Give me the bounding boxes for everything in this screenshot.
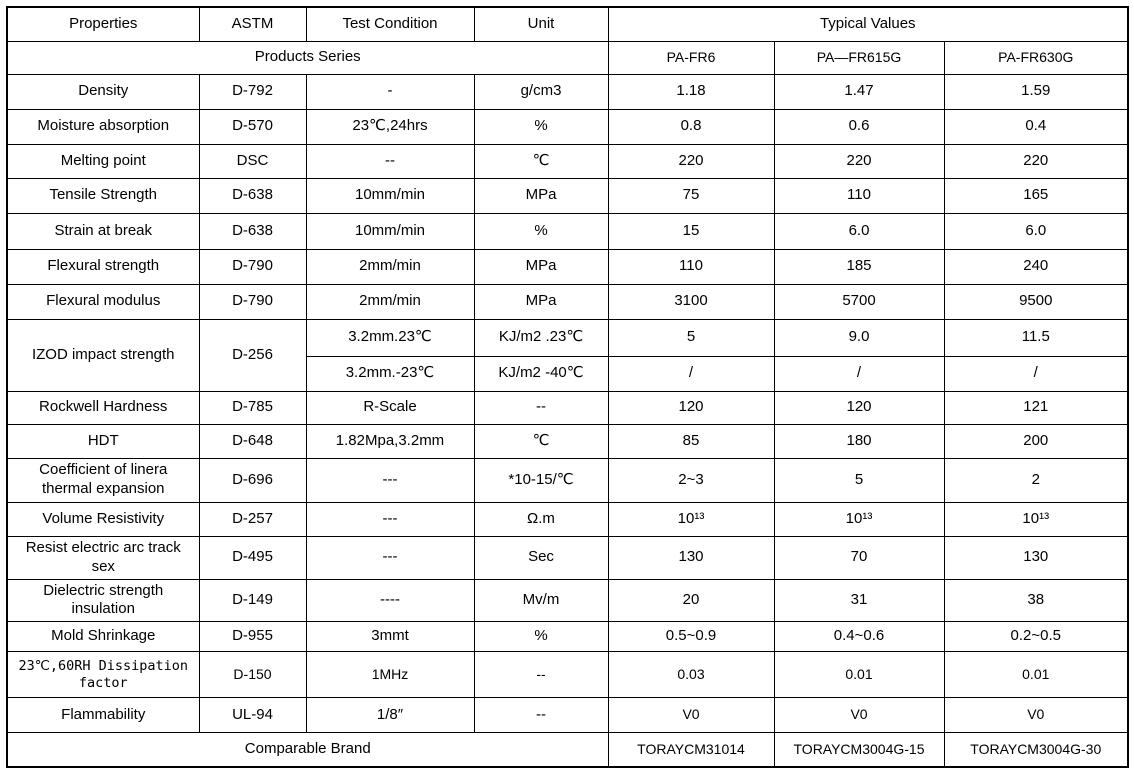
value-cell: 0.6 <box>774 109 944 144</box>
table-row-dissipation-factor <box>7 652 1128 698</box>
condition-cell: 2mm/min <box>306 249 474 284</box>
table-row-strain-at-break <box>7 213 1128 249</box>
value-cell: 0.4 <box>944 109 1128 144</box>
astm-cell: D-648 <box>199 424 306 458</box>
value-cell: 0.4~0.6 <box>774 622 944 652</box>
property-cell: HDT <box>7 424 199 458</box>
value-cell: 120 <box>774 391 944 424</box>
property-cell: Flammability <box>7 698 199 733</box>
value-cell: 1.47 <box>774 74 944 109</box>
value-cell: 120 <box>608 391 774 424</box>
property-cell: Resist electric arc track sex <box>7 536 199 579</box>
comparable-brand-label: Comparable Brand <box>7 733 608 767</box>
table-row-volume-resistivity <box>7 502 1128 536</box>
property-cell: Dielectric strength insulation <box>7 579 199 622</box>
value-cell: 220 <box>774 144 944 178</box>
astm-cell: D-495 <box>199 536 306 579</box>
property-cell: Tensile Strength <box>7 178 199 213</box>
comparable-brand-row <box>7 733 1128 767</box>
table-row-dielectric-strength <box>7 579 1128 622</box>
product-column-pa-fr615g: PA—FR615G <box>774 41 944 74</box>
property-cell: Moisture absorption <box>7 109 199 144</box>
property-cell: Melting point <box>7 144 199 178</box>
value-cell: 185 <box>774 249 944 284</box>
value-cell: 10¹³ <box>774 502 944 536</box>
table-row-thermal-expansion <box>7 458 1128 502</box>
unit-cell: Mv/m <box>474 579 608 622</box>
value-cell: 220 <box>608 144 774 178</box>
astm-cell: D-149 <box>199 579 306 622</box>
unit-cell: % <box>474 109 608 144</box>
table-row-flexural-modulus <box>7 284 1128 319</box>
value-cell: 20 <box>608 579 774 622</box>
unit-cell: -- <box>474 698 608 733</box>
value-cell: / <box>774 356 944 391</box>
astm-cell: D-638 <box>199 178 306 213</box>
astm-cell: D-638 <box>199 213 306 249</box>
value-cell: 15 <box>608 213 774 249</box>
value-cell: 9500 <box>944 284 1128 319</box>
condition-cell: R-Scale <box>306 391 474 424</box>
value-cell: 130 <box>608 536 774 579</box>
table-row-melting-point <box>7 144 1128 178</box>
property-cell: Flexural strength <box>7 249 199 284</box>
astm-cell: D-696 <box>199 458 306 502</box>
astm-cell: D-790 <box>199 284 306 319</box>
condition-cell: 3.2mm.-23℃ <box>306 356 474 391</box>
property-cell: Mold Shrinkage <box>7 622 199 652</box>
condition-cell: 23℃,24hrs <box>306 109 474 144</box>
table-row-density <box>7 74 1128 109</box>
table-row-flexural-strength <box>7 249 1128 284</box>
value-cell: 3100 <box>608 284 774 319</box>
value-cell: / <box>608 356 774 391</box>
unit-cell: KJ/m2 -40℃ <box>474 356 608 391</box>
header-properties: Properties <box>7 7 199 41</box>
astm-cell: UL-94 <box>199 698 306 733</box>
properties-table <box>6 6 1129 768</box>
property-cell: IZOD impact strength <box>7 319 199 391</box>
value-cell: 6.0 <box>774 213 944 249</box>
condition-cell: 10mm/min <box>306 178 474 213</box>
unit-cell: *10-15/℃ <box>474 458 608 502</box>
condition-cell: --- <box>306 458 474 502</box>
value-cell: 220 <box>944 144 1128 178</box>
unit-cell: ℃ <box>474 144 608 178</box>
value-cell: 0.2~0.5 <box>944 622 1128 652</box>
value-cell: 2~3 <box>608 458 774 502</box>
table-row-rockwell-hardness <box>7 391 1128 424</box>
property-cell: Volume Resistivity <box>7 502 199 536</box>
astm-cell: D-570 <box>199 109 306 144</box>
value-cell: 31 <box>774 579 944 622</box>
condition-cell: 3.2mm.23℃ <box>306 319 474 356</box>
unit-cell: MPa <box>474 249 608 284</box>
property-cell: Coefficient of linera thermal expansion <box>7 458 199 502</box>
value-cell: 1.18 <box>608 74 774 109</box>
value-cell: 110 <box>608 249 774 284</box>
value-cell: 2 <box>944 458 1128 502</box>
value-cell: 1.59 <box>944 74 1128 109</box>
header-row <box>7 7 1128 41</box>
value-cell: 0.5~0.9 <box>608 622 774 652</box>
condition-cell: 1MHz <box>306 652 474 698</box>
value-cell: 0.01 <box>774 652 944 698</box>
value-cell: V0 <box>608 698 774 733</box>
unit-cell: -- <box>474 652 608 698</box>
unit-cell: MPa <box>474 284 608 319</box>
value-cell: 0.8 <box>608 109 774 144</box>
unit-cell: ℃ <box>474 424 608 458</box>
table-row-flammability <box>7 698 1128 733</box>
value-cell: 5 <box>774 458 944 502</box>
table-row-arc-track-resistance <box>7 536 1128 579</box>
property-cell: Flexural modulus <box>7 284 199 319</box>
property-cell: Strain at break <box>7 213 199 249</box>
astm-cell: D-790 <box>199 249 306 284</box>
value-cell: 10¹³ <box>608 502 774 536</box>
table-row-izod-23c <box>7 319 1128 356</box>
astm-cell: D-150 <box>199 652 306 698</box>
value-cell: / <box>944 356 1128 391</box>
value-cell: 110 <box>774 178 944 213</box>
astm-cell: D-785 <box>199 391 306 424</box>
value-cell: 5 <box>608 319 774 356</box>
astm-cell: D-257 <box>199 502 306 536</box>
unit-cell: g/cm3 <box>474 74 608 109</box>
brand-cell: TORAYCM3004G-30 <box>944 733 1128 767</box>
value-cell: 10¹³ <box>944 502 1128 536</box>
product-column-pa-fr6: PA-FR6 <box>608 41 774 74</box>
value-cell: 180 <box>774 424 944 458</box>
property-cell: Density <box>7 74 199 109</box>
condition-cell: --- <box>306 502 474 536</box>
unit-cell: Ω.m <box>474 502 608 536</box>
value-cell: 121 <box>944 391 1128 424</box>
unit-cell: -- <box>474 391 608 424</box>
value-cell: V0 <box>774 698 944 733</box>
product-column-pa-fr630g: PA-FR630G <box>944 41 1128 74</box>
astm-cell: D-955 <box>199 622 306 652</box>
value-cell: 165 <box>944 178 1128 213</box>
astm-cell: DSC <box>199 144 306 178</box>
unit-cell: % <box>474 622 608 652</box>
value-cell: 38 <box>944 579 1128 622</box>
unit-cell: MPa <box>474 178 608 213</box>
table-row-mold-shrinkage <box>7 622 1128 652</box>
condition-cell: 3mmt <box>306 622 474 652</box>
brand-cell: TORAYCM31014 <box>608 733 774 767</box>
value-cell: V0 <box>944 698 1128 733</box>
condition-cell: 1/8″ <box>306 698 474 733</box>
value-cell: 200 <box>944 424 1128 458</box>
condition-cell: 2mm/min <box>306 284 474 319</box>
value-cell: 85 <box>608 424 774 458</box>
header-test-condition: Test Condition <box>306 7 474 41</box>
value-cell: 5700 <box>774 284 944 319</box>
table-row-hdt <box>7 424 1128 458</box>
products-series-label: Products Series <box>7 41 608 74</box>
brand-cell: TORAYCM3004G-15 <box>774 733 944 767</box>
header-unit: Unit <box>474 7 608 41</box>
value-cell: 240 <box>944 249 1128 284</box>
condition-cell: --- <box>306 536 474 579</box>
property-cell: 23℃,60RH Dissipation factor <box>7 652 199 698</box>
value-cell: 0.01 <box>944 652 1128 698</box>
condition-cell: ---- <box>306 579 474 622</box>
header-typical-values: Typical Values <box>608 7 1128 41</box>
value-cell: 9.0 <box>774 319 944 356</box>
value-cell: 6.0 <box>944 213 1128 249</box>
value-cell: 130 <box>944 536 1128 579</box>
condition-cell: -- <box>306 144 474 178</box>
products-series-row <box>7 41 1128 74</box>
table-row-tensile-strength <box>7 178 1128 213</box>
astm-cell: D-256 <box>199 319 306 391</box>
unit-cell: % <box>474 213 608 249</box>
header-astm: ASTM <box>199 7 306 41</box>
condition-cell: 10mm/min <box>306 213 474 249</box>
condition-cell: - <box>306 74 474 109</box>
value-cell: 11.5 <box>944 319 1128 356</box>
unit-cell: Sec <box>474 536 608 579</box>
property-cell: Rockwell Hardness <box>7 391 199 424</box>
astm-cell: D-792 <box>199 74 306 109</box>
unit-cell: KJ/m2 .23℃ <box>474 319 608 356</box>
value-cell: 0.03 <box>608 652 774 698</box>
value-cell: 70 <box>774 536 944 579</box>
value-cell: 75 <box>608 178 774 213</box>
condition-cell: 1.82Mpa,3.2mm <box>306 424 474 458</box>
table-row-moisture-absorption <box>7 109 1128 144</box>
